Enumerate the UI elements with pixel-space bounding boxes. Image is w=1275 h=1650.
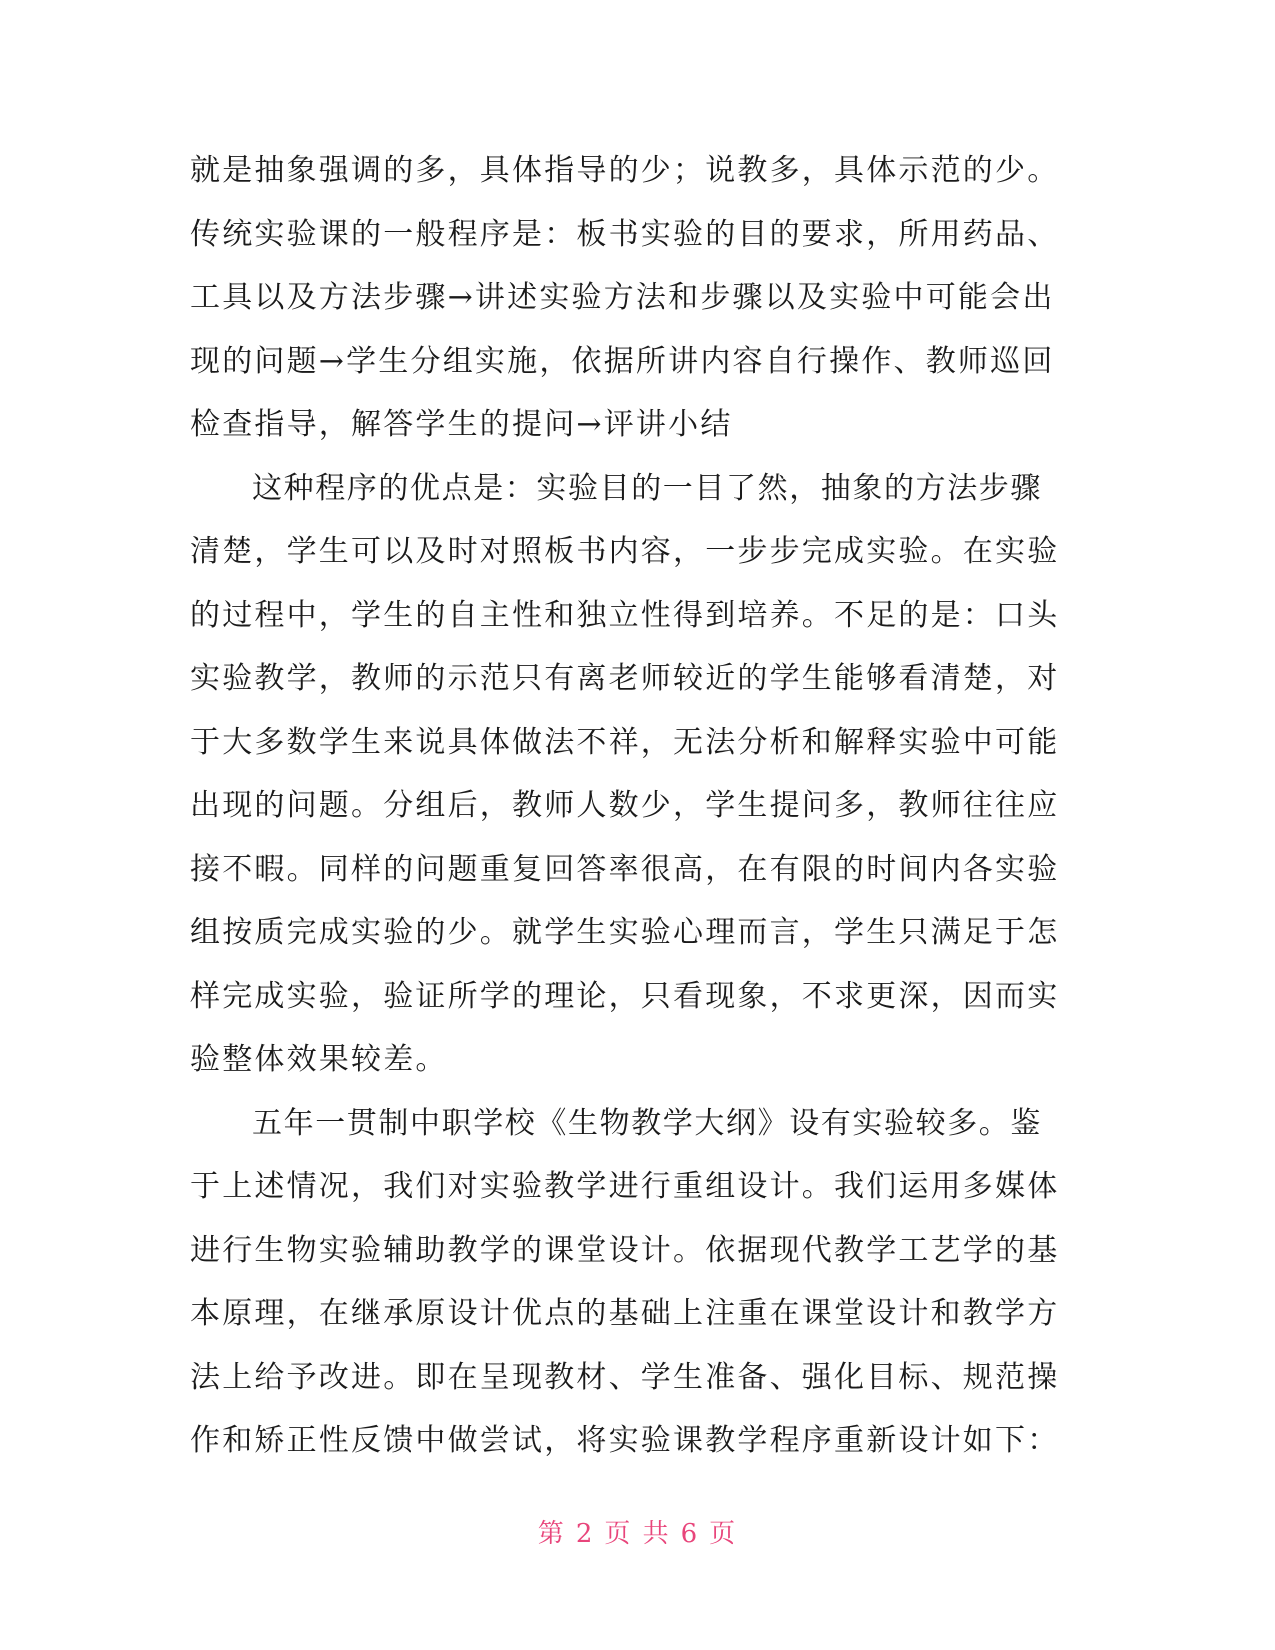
footer-current-page: 2 <box>575 1519 595 1549</box>
paragraph-2-line-2: 清楚，学生可以及时对照板书内容，一步步完成实验。在实验 <box>190 534 1060 569</box>
paragraph-3-line-5: 法上给予改进。即在呈现教材、学生准备、强化目标、规范操 <box>190 1359 1060 1395</box>
footer-total-pages: 6 <box>680 1519 700 1549</box>
paragraph-2-line-6: 出现的问题。分组后，教师人数少，学生提问多，教师往往应 <box>190 788 1060 823</box>
paragraph-1-line-1: 就是抽象强调的多，具体指导的少；说教多，具体示范的少。 <box>190 153 1060 188</box>
paragraph-1-line-2: 传统实验课的一般程序是：板书实验的目的要求，所用药品、 <box>190 216 1060 252</box>
paragraph-2-line-4: 实验教学，教师的示范只有离老师较近的学生能够看清楚，对 <box>190 661 1060 696</box>
paragraph-3-line-4: 本原理，在继承原设计优点的基础上注重在课堂设计和教学方 <box>190 1296 1060 1331</box>
footer-suffix: 页 <box>709 1519 738 1549</box>
paragraph-2-line-8: 组按质完成实验的少。就学生实验心理而言，学生只满足于怎 <box>190 915 1060 950</box>
page-footer <box>0 1513 1275 1550</box>
paragraph-2-line-9: 样完成实验，验证所学的理论，只看现象，不求更深，因而实 <box>190 978 1060 1014</box>
paragraph-3-line-2: 于上述情况，我们对实验教学进行重组设计。我们运用多媒体 <box>190 1169 1060 1204</box>
paragraph-2-line-7: 接不暇。同样的问题重复回答率很高，在有限的时间内各实验 <box>190 851 1060 887</box>
paragraph-2-line-10: 验整体效果较差。 <box>190 1042 448 1077</box>
paragraph-3-line-3: 进行生物实验辅助教学的课堂设计。依据现代教学工艺学的基 <box>190 1232 1060 1268</box>
footer-prefix: 第 <box>537 1519 566 1549</box>
paragraph-2-line-3: 的过程中，学生的自主性和独立性得到培养。不足的是：口头 <box>190 597 1060 633</box>
paragraph-2-line-1: 这种程序的优点是：实验目的一目了然，抽象的方法步骤 <box>252 470 1042 506</box>
paragraph-1-line-4: 现的问题→学生分组实施，依据所讲内容自行操作、教师巡回 <box>190 343 1055 379</box>
paragraph-3-line-6: 作和矫正性反馈中做尝试，将实验课教学程序重新设计如下： <box>190 1423 1060 1458</box>
paragraph-1-line-5: 检查指导，解答学生的提问→评讲小结 <box>190 407 733 442</box>
body-text <box>190 139 1082 1473</box>
footer-middle: 页 共 <box>604 1519 671 1549</box>
paragraph-2-line-5: 于大多数学生来说具体做法不祥，无法分析和解释实验中可能 <box>190 724 1060 760</box>
paragraph-3-line-1: 五年一贯制中职学校《生物教学大纲》设有实验较多。鉴 <box>252 1105 1042 1141</box>
paragraph-1-line-3: 工具以及方法步骤→讲述实验方法和步骤以及实验中可能会出 <box>190 280 1055 315</box>
